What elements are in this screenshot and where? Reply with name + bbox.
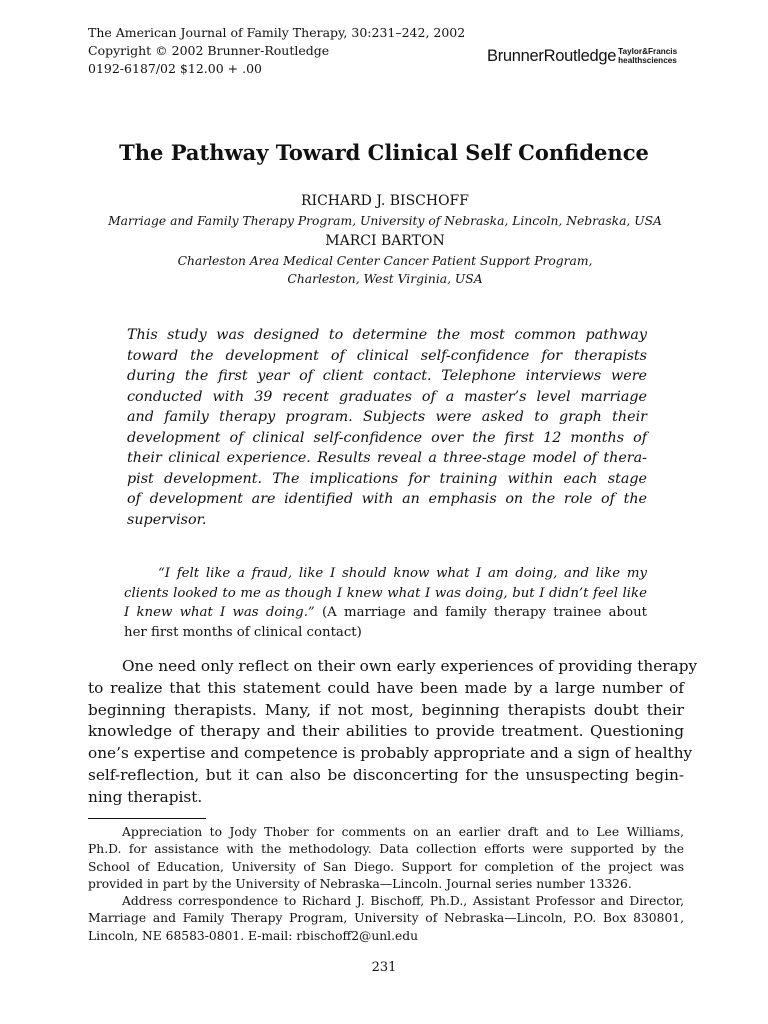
epigraph-line-italic: I knew what I was doing.” [124, 605, 315, 620]
abstract-line: development of clinical self-confidence over the first 12 months of [127, 429, 647, 446]
copyright-line: Copyright © 2002 Brunner-Routledge [88, 43, 330, 58]
epigraph-line: “I felt like a fraud, like I should know what I am doing, and like my [158, 566, 647, 581]
body-line: self-reflection, but it can also be disconcerting for the unsuspecting begin- [88, 765, 684, 784]
issn-line: 0192-6187/02 $12.00 + .00 [88, 61, 262, 76]
body-paragraph [88, 656, 698, 809]
author-affiliation-2-line-2: Charleston, West Virginia, USA [287, 272, 483, 286]
body-line: ning therapist. [88, 787, 203, 806]
body-line: to realize that this statement could have been made by a large number of [88, 678, 684, 697]
abstract-line: This study was designed to determine the most common pathway [127, 327, 647, 343]
abstract-line: pist development. The implications for training within each stage [127, 470, 647, 487]
publisher-logo-side [618, 47, 677, 65]
epigraph-line [124, 603, 647, 623]
abstract-line: toward the development of clinical self-confidence for therapists [127, 347, 647, 364]
author-affiliation-2-line-1: Charleston Area Medical Center Cancer Patient Support Program, [177, 254, 593, 268]
journal-citation: The American Journal of Family Therapy, 30:231–242, 2002 [88, 25, 466, 40]
abstract-line: conducted with 39 recent graduates of a master’s level marriage [127, 388, 647, 405]
footnotes [88, 824, 684, 945]
epigraph-line: clients looked to me as though I knew what I was doing, but I didn’t feel like [124, 585, 647, 601]
body-line: beginning therapists. Many, if not most, beginning therapists doubt their [88, 700, 684, 719]
footnote-line: Lincoln, NE 68583-0801. E-mail: rbischoff2@unl.edu [88, 928, 419, 943]
author-affiliation-1: Marriage and Family Therapy Program, University of Nebraska, Lincoln, Nebraska, USA [108, 214, 662, 228]
body-line: knowledge of therapy and their abilities to provide treatment. Questioning [88, 722, 684, 741]
body-line: One need only reflect on their own early experiences of providing therapy [122, 657, 698, 675]
author-name-1: RICHARD J. BISCHOFF [301, 193, 469, 209]
footnote-line: School of Education, University of San Diego. Support for completion of the project was [88, 859, 684, 874]
abstract-line: of development are identified with an emphasis on the role of the [127, 491, 647, 507]
author-name-2: MARCI BARTON [325, 233, 445, 249]
abstract-line: during the first year of client contact. Telephone interviews were [127, 368, 647, 384]
epigraph-quote [124, 564, 647, 642]
abstract [127, 325, 647, 530]
body-line: one’s expertise and competence is probably appropriate and a sign of healthy [88, 744, 693, 763]
abstract-line: and family therapy program. Subjects were asked to graph their [127, 409, 647, 425]
footnote-line: Address correspondence to Richard J. Bischoff, Ph.D., Assistant Professor and Director, [122, 894, 684, 909]
footnote-line: Marriage and Family Therapy Program, University of Nebraska—Lincoln, P.O. Box 830801, [88, 911, 684, 926]
footnote-rule [88, 818, 206, 819]
abstract-line: supervisor. [127, 511, 207, 528]
abstract-line: their clinical experience. Results reveal a three-stage model of thera- [127, 450, 647, 466]
publisher-logo [487, 43, 677, 69]
page-number: 231 [371, 960, 397, 975]
article-title: The Pathway Toward Clinical Self Confidence [119, 140, 649, 165]
epigraph-attribution: (A marriage and family therapy trainee about [314, 605, 647, 620]
epigraph-line: her first months of clinical contact) [124, 624, 362, 640]
footnote-line: Ph.D. for assistance with the methodology. Data collection efforts were supported by the [88, 842, 684, 857]
publisher-logo-side-line2: healthsciences [618, 56, 677, 65]
publisher-logo-side-line1: Taylor&Francis [618, 47, 678, 56]
footnote-line: provided in part by the University of Nebraska—Lincoln. Journal series number 13326. [88, 876, 632, 891]
publisher-logo-main: BrunnerRoutledge [487, 46, 617, 65]
footnote-line: Appreciation to Jody Thober for comments on an earlier draft and to Lee Williams, [122, 825, 684, 839]
